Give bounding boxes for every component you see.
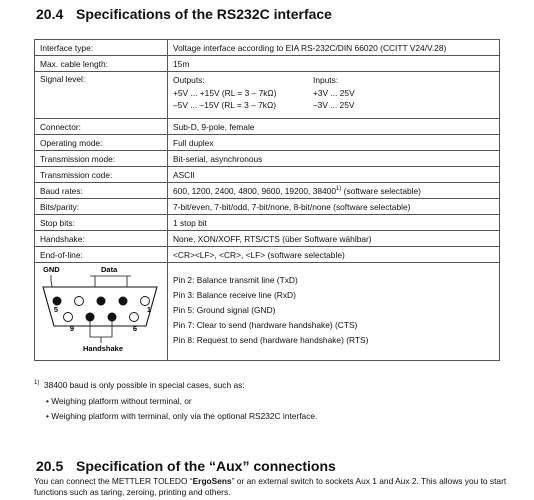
footnote-mark: 1) [336, 185, 342, 192]
output-range-negative: –5V ... –15V (RL = 3 – 7kΩ) [173, 100, 277, 110]
paragraph-text: ” or an external switch to sockets Aux 1 and Aux 2. This allows you to start functions such as taring, zeroing, printing and others. [34, 476, 507, 497]
row-label: Connector: [35, 119, 168, 135]
row-label: Baud rates: [35, 183, 168, 199]
brand-name: ErgoSens [192, 476, 232, 486]
row-label: Handshake: [35, 231, 168, 247]
table-row [35, 167, 500, 183]
row-value: Voltage interface according to EIA RS-232C/DIN 66020 (CCITT V24/V.28) [168, 40, 500, 56]
row-value: Full duplex [168, 135, 500, 151]
spec-table [34, 39, 500, 361]
outputs-heading: Outputs: [173, 75, 205, 85]
section-heading-rs232c [36, 6, 332, 22]
row-value: None, XON/XOFF, RTS/CTS (über Software wählbar) [168, 231, 500, 247]
section-heading-aux [36, 458, 336, 474]
table-row [35, 40, 500, 56]
table-row-pinout [35, 263, 500, 361]
row-label: Bits/parity: [35, 199, 168, 215]
pin-description: Pin 2: Balance transmit line (TxD) [173, 275, 298, 285]
footnote-bullet: • Weighing platform without terminal, or [46, 396, 192, 406]
row-value: Bit-serial, asynchronous [168, 151, 500, 167]
section-number: 20.4 [36, 6, 64, 22]
table-row [35, 151, 500, 167]
aux-paragraph [34, 476, 524, 498]
input-range-positive: +3V ... 25V [313, 87, 355, 98]
connector-shell [43, 287, 157, 326]
pin-5-number: 5 [53, 305, 59, 314]
pin-2 [119, 297, 128, 306]
handshake-label: Handshake [83, 344, 124, 353]
connector-pinout-diagram [35, 263, 165, 358]
row-label: Max. cable length: [35, 56, 168, 72]
pin-6-number: 6 [132, 324, 138, 333]
pin-description: Pin 8: Request to send (hardware handshake) (RTS) [173, 335, 369, 345]
section-title: Specifications of the RS232C interface [76, 6, 332, 22]
row-label: Signal level: [35, 72, 168, 119]
row-label: Operating mode: [35, 135, 168, 151]
table-row [35, 231, 500, 247]
pin-6 [130, 313, 139, 322]
pin-description: Pin 3: Balance receive line (RxD) [173, 290, 296, 300]
inputs-heading: Inputs: [313, 75, 339, 85]
row-value [168, 183, 500, 199]
output-range-positive: +5V ... +15V (RL = 3 – 7kΩ) [173, 87, 277, 98]
bullet-text: Weighing platform without terminal, or [51, 396, 192, 406]
pin-3 [97, 297, 106, 306]
input-range-negative: –3V ... 25V [313, 100, 355, 110]
row-label: Stop bits: [35, 215, 168, 231]
row-label: Interface type: [35, 40, 168, 56]
baud-rate-list: 600, 1200, 2400, 4800, 9600, 19200, 38400 [173, 185, 336, 196]
footnote-text: 38400 baud is only possible in special cases, such as: [44, 380, 245, 390]
row-label: Transmission code: [35, 167, 168, 183]
table-row [35, 215, 500, 231]
table-row [35, 183, 500, 199]
table-row [35, 56, 500, 72]
pin-descriptions [168, 263, 500, 361]
pin-description: Pin 7: Clear to send (hardware handshake) (CTS) [173, 320, 358, 330]
bullet-text: Weighing platform with terminal, only via the optional RS232C interface. [51, 411, 318, 421]
pin-7 [108, 313, 117, 322]
baud-rate-note: (software selectable) [341, 185, 421, 196]
pin-8 [86, 313, 95, 322]
row-value: ASCII [168, 167, 500, 183]
connector-diagram-cell [35, 263, 168, 361]
section-number: 20.5 [36, 458, 64, 474]
pin-9 [64, 313, 73, 322]
gnd-label: GND [43, 265, 60, 274]
pin-1-number: 1 [146, 305, 152, 314]
row-value: 7-bit/even, 7-bit/odd, 7-bit/none, 8-bit/none (software selectable) [168, 199, 500, 215]
paragraph-text: You can connect the METTLER TOLEDO “ [34, 476, 193, 486]
row-value: Sub-D, 9-pole, female [168, 119, 500, 135]
row-value: <CR><LF>, <CR>, <LF> (software selectable) [168, 247, 500, 263]
pin-9-number: 9 [69, 324, 75, 333]
table-row [35, 199, 500, 215]
row-value: 1 stop bit [168, 215, 500, 231]
footnote-bullet: • Weighing platform with terminal, only via the optional RS232C interface. [46, 411, 318, 421]
row-label: Transmission mode: [35, 151, 168, 167]
table-row [35, 247, 500, 263]
table-row [35, 119, 500, 135]
table-row [35, 72, 500, 119]
footnote-marker: 1) [34, 380, 40, 386]
section-title: Specification of the “Aux” connections [76, 458, 336, 474]
row-label: End-of-line: [35, 247, 168, 263]
signal-level-values [168, 72, 500, 119]
data-label: Data [101, 265, 118, 274]
row-value: 15m [168, 56, 500, 72]
table-row [35, 135, 500, 151]
footnote [34, 380, 245, 390]
pin-description: Pin 5: Ground signal (GND) [173, 305, 276, 315]
pin-4 [75, 297, 84, 306]
